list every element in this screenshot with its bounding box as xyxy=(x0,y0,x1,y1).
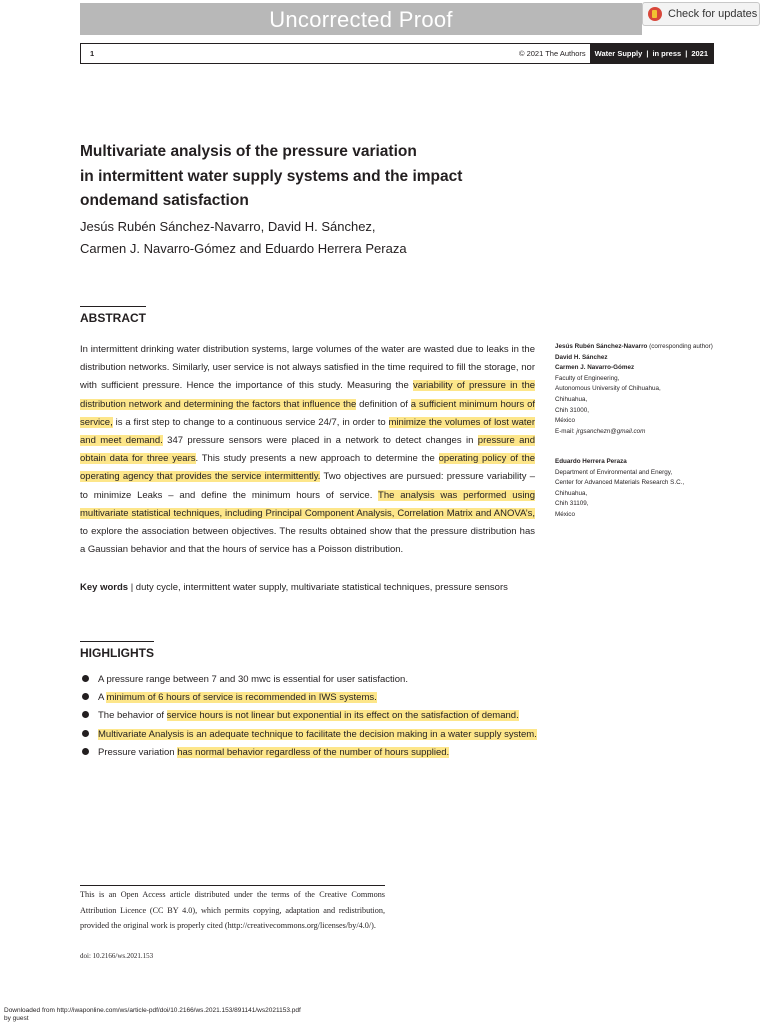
highlights-rule xyxy=(80,641,154,642)
keywords: Key words | duty cycle, intermittent water supply, multivariate statistical techniques, pressure sensors xyxy=(80,579,535,597)
journal-name: Water Supply xyxy=(594,49,643,58)
abstract-segment: . This study presents a new approach to determine the xyxy=(195,453,439,465)
open-access-footnote: This is an Open Access article distributed under the terms of the Creative Commons Attribution Licence (CC BY 4.0), which permits copying, adaptation and redistribution, provided the original work is properly cited (http://creativecommons.org/licenses/by/4.0/). xyxy=(80,890,385,930)
keywords-text: duty cycle, intermittent water supply, multivariate statistical techniques, pressure sensors xyxy=(135,582,508,593)
abstract-text xyxy=(80,341,535,559)
highlight-item xyxy=(80,689,540,707)
highlight-item xyxy=(80,744,540,762)
affiliation-line: Center for Advanced Materials Research S.C., xyxy=(555,479,685,487)
abstract-segment: is a first step to change to a continuous service 24/7, in order to xyxy=(112,416,389,428)
author-line: Jesús Rubén Sánchez-Navarro, David H. Sánchez, xyxy=(80,219,376,234)
page-number: 1 xyxy=(90,49,95,58)
running-header xyxy=(80,43,714,64)
affiliation-line: Department of Environmental and Energy, xyxy=(555,468,673,476)
highlighted-text: pressure and obtain data for three years xyxy=(80,435,535,465)
author-list xyxy=(80,216,560,259)
author-line: Carmen J. Navarro-Gómez and Eduardo Herrera Peraza xyxy=(80,240,407,256)
highlighted-text: Multivariate Analysis is an adequate technique to facilitate the decision making in a water supply system. xyxy=(98,728,537,740)
article-title xyxy=(80,140,550,214)
download-line: by guest xyxy=(4,1015,29,1022)
highlighted-text: minimize the volumes of lost water and meet demand. xyxy=(80,416,535,447)
highlighted-text: a sufficient minimum hours of service, xyxy=(80,398,535,428)
affiliation-line: México xyxy=(555,510,575,518)
highlight-item xyxy=(80,726,540,744)
highlighted-text: minimum of 6 hours of service is recommended in IWS systems. xyxy=(106,692,377,704)
affiliation-author xyxy=(555,342,725,353)
crossmark-icon xyxy=(648,7,662,21)
highlights-heading: HIGHLIGHTS xyxy=(80,646,154,660)
abstract-segment: In intermittent drinking water distribution systems, large volumes of the water are wasted due to leaks in the distribution networks. Similarly, user service is not always satisfied in the time required to fill the storage, nor with sufficient pressure. Hence the importance of this study. Measuring the xyxy=(80,344,535,392)
affiliation-line: Chih 31000, xyxy=(555,406,589,414)
abstract-segment: definition of xyxy=(356,398,411,410)
download-line: Downloaded from http://iwaponline.com/ws/article-pdf/doi/10.2166/ws.2021.153/891141/ws2021153.pdf xyxy=(4,1007,301,1014)
bullet-icon xyxy=(82,711,89,718)
email-link[interactable]: jrgsanchezn@gmail.com xyxy=(576,427,646,435)
highlighted-text: operating policy of the operating agency that provides the service intermittently. xyxy=(80,453,536,483)
highlights-list xyxy=(80,671,540,762)
copyright: © 2021 The Authors xyxy=(518,49,586,58)
affiliation-block-1 xyxy=(555,342,725,437)
affiliation-line: México xyxy=(555,417,575,425)
corresponding-note: (corresponding author) xyxy=(647,343,713,350)
affiliation-line: Faculty of Engineering, xyxy=(555,374,620,382)
download-note xyxy=(4,1007,301,1023)
uncorrected-proof-banner: Uncorrected Proof xyxy=(80,3,642,35)
title-line: in intermittent water supply systems and the impact xyxy=(80,167,463,185)
abstract-segment: Two objectives are pursued: pressure variability – to minimize Leaks – and define the minimum hours of service. xyxy=(80,471,536,501)
abstract-segment: to explore the association between objectives. The results obtained show that the pressure distribution has a Gaussian behavior and that the hours of service has a Poisson distribution. xyxy=(80,526,535,556)
doi: doi: 10.2166/ws.2021.153 xyxy=(80,952,154,960)
highlighted-text: has normal behavior regardless of the number of hours supplied. xyxy=(177,746,450,758)
highlight-item xyxy=(80,707,540,725)
highlighted-text: service hours is not linear but exponential in its effect on the satisfaction of demand. xyxy=(166,710,519,722)
title-line: Multivariate analysis of the pressure variation xyxy=(80,143,417,160)
affiliation-line: Chih 31109, xyxy=(555,500,589,508)
highlight-text: A pressure range between 7 and 30 mwc is essential for user satisfaction. xyxy=(98,674,408,685)
bullet-icon xyxy=(82,675,89,682)
bullet-icon xyxy=(82,693,89,700)
affiliation-line: Chihuahua, xyxy=(555,489,588,497)
affiliation-block-2 xyxy=(555,457,725,521)
check-for-updates-button[interactable] xyxy=(642,2,760,26)
highlight-text: Pressure variation xyxy=(98,746,178,758)
journal-block: Water Supply | in press | 2021 xyxy=(590,44,713,63)
abstract-rule xyxy=(80,306,146,307)
journal-year: 2021 xyxy=(691,49,708,58)
check-for-updates-label: Check for updates xyxy=(668,8,758,20)
footnote-rule xyxy=(80,885,385,886)
keywords-label: Key words xyxy=(80,582,129,593)
author-name: Carmen J. Navarro-Gómez xyxy=(555,364,635,372)
highlight-text: The behavior of xyxy=(98,710,167,722)
bullet-icon xyxy=(82,730,89,737)
author-name: Jesús Rubén Sánchez-Navarro xyxy=(555,343,648,350)
highlighted-text: variability of pressure in the distribution network and determining the factors that influence the xyxy=(80,380,536,410)
title-line: ondemand satisfaction xyxy=(80,192,249,209)
highlight-item xyxy=(80,671,540,689)
highlight-text: A xyxy=(98,692,107,704)
in-press-label: in press xyxy=(652,49,682,58)
abstract-segment: 347 pressure sensors were placed in a network to detect changes in xyxy=(162,435,478,447)
affiliation-line: Autonomous University of Chihuahua, xyxy=(555,385,661,393)
highlighted-text: The analysis was performed using multivariate statistical techniques, including Principal Component Analysis, Correlation Matrix and ANOVA’s, xyxy=(80,489,535,519)
affiliation-line: Chihuahua, xyxy=(555,395,588,403)
author-name: Eduardo Herrera Peraza xyxy=(555,458,627,465)
email-label: E-mail: xyxy=(555,427,577,435)
abstract-heading: ABSTRACT xyxy=(80,311,146,325)
bullet-icon xyxy=(82,748,89,755)
author-name: David H. Sánchez xyxy=(555,353,608,361)
